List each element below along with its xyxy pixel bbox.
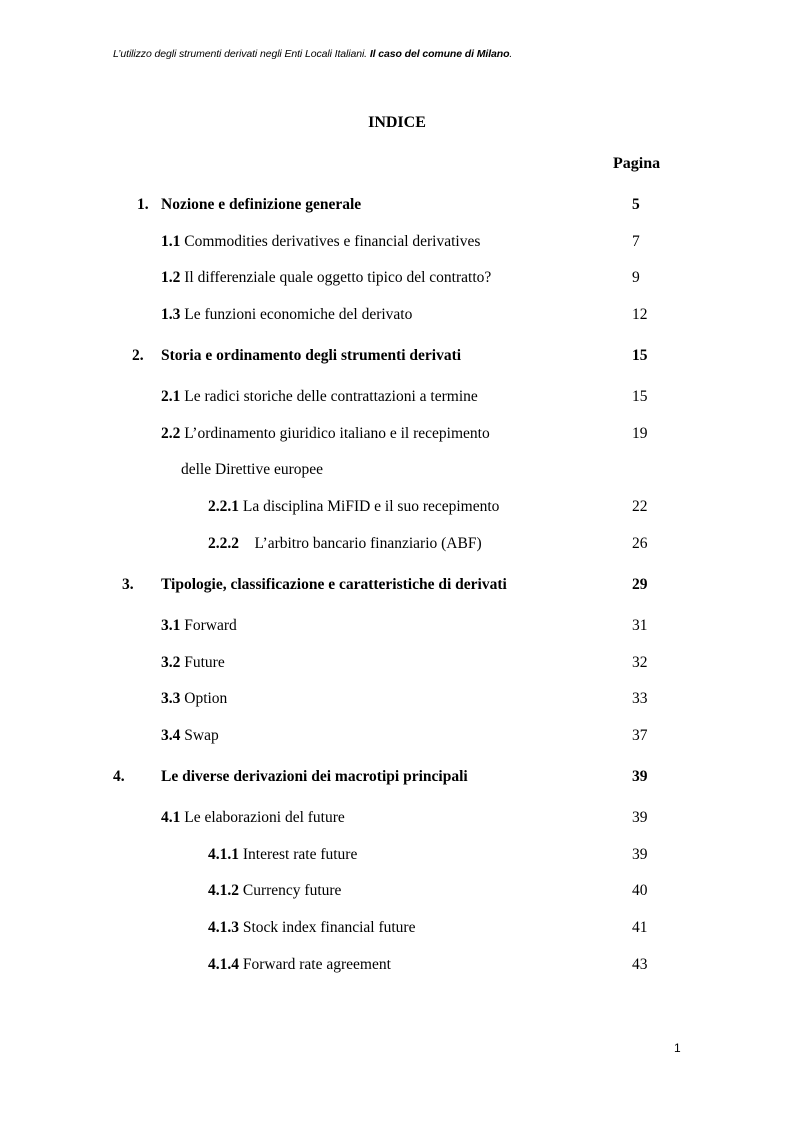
toc-label: Le funzioni economiche del derivato (184, 306, 413, 323)
toc-chapter-2-prefix[interactable]: 2. (132, 347, 144, 364)
toc-section-3-1[interactable] (161, 617, 237, 635)
toc-chapter-3-prefix[interactable]: 3. (122, 576, 134, 593)
toc-page: 43 (632, 956, 648, 973)
toc-page: 7 (632, 233, 640, 250)
toc-page: 41 (632, 919, 648, 936)
toc-prefix: 2.2.1 (208, 498, 239, 515)
toc-label: Forward rate agreement (242, 956, 391, 973)
toc-prefix: 3.3 (161, 690, 181, 707)
toc-page: 29 (632, 576, 648, 593)
toc-label: L’ordinamento giuridico italiano e il recepimento (184, 425, 490, 442)
page-column-label: Pagina (613, 155, 661, 172)
toc-prefix: 3.4 (161, 727, 181, 744)
toc-label: La disciplina MiFID e il suo recepimento (242, 498, 500, 515)
toc-label: Currency future (242, 882, 342, 899)
header-end: . (509, 48, 513, 60)
toc-label: Le elaborazioni del future (184, 809, 345, 826)
toc-prefix: 1. (137, 196, 149, 213)
toc-page: 19 (632, 425, 648, 442)
toc-page: 26 (632, 535, 648, 552)
toc-subsection-2-2-2[interactable] (208, 535, 482, 553)
toc-section-1-1[interactable] (161, 233, 480, 251)
running-header (113, 48, 512, 60)
toc-label: Il differenziale quale oggetto tipico del contratto? (184, 269, 492, 286)
toc-label: Forward (184, 617, 237, 634)
toc-subsection-4-1-4[interactable] (208, 956, 391, 974)
toc-prefix: 2.1 (161, 388, 181, 405)
toc-subsection-2-2-1[interactable] (208, 498, 499, 516)
toc-label: Stock index financial future (242, 919, 416, 936)
toc-page: 39 (632, 809, 648, 826)
toc-chapter-4-label[interactable]: Le diverse derivazioni dei macrotipi principali (161, 768, 468, 785)
toc-page: 31 (632, 617, 648, 634)
toc-page: 12 (632, 306, 648, 323)
toc-prefix: 1.3 (161, 306, 181, 323)
toc-prefix: 1.2 (161, 269, 181, 286)
toc-page: 39 (632, 846, 648, 863)
toc-page: 15 (632, 388, 648, 405)
toc-section-2-2[interactable] (161, 425, 490, 443)
toc-prefix: 3.2 (161, 654, 181, 671)
toc-label: Interest rate future (242, 846, 358, 863)
toc-section-3-4[interactable] (161, 727, 219, 745)
toc-subsection-4-1-1[interactable] (208, 846, 357, 864)
toc-prefix: 2.2 (161, 425, 181, 442)
toc-page: 40 (632, 882, 648, 899)
toc-label: Option (184, 690, 228, 707)
toc-section-1-2[interactable] (161, 269, 491, 287)
toc-prefix: 3.1 (161, 617, 181, 634)
toc-page: 5 (632, 196, 640, 213)
page-number: 1 (674, 1041, 681, 1055)
toc-page: 37 (632, 727, 648, 744)
toc-chapter-3-label[interactable]: Tipologie, classificazione e caratteristiche di derivati (161, 576, 507, 593)
toc-page: 15 (632, 347, 648, 364)
toc-prefix: 4.1.1 (208, 846, 239, 863)
toc-page: 32 (632, 654, 648, 671)
toc-label: L’arbitro bancario finanziario (ABF) (254, 535, 482, 552)
toc-chapter-2-label[interactable]: Storia e ordinamento degli strumenti derivati (161, 347, 462, 364)
toc-page: 39 (632, 768, 648, 785)
toc-chapter-1[interactable] (137, 196, 149, 214)
toc-section-3-3[interactable] (161, 690, 227, 708)
toc-page: 33 (632, 690, 648, 707)
toc-prefix: 1.1 (161, 233, 181, 250)
toc-label: Swap (184, 727, 219, 744)
header-bold-text: Il caso del comune di Milano (369, 48, 510, 60)
toc-prefix: 2.2.2 (208, 535, 239, 552)
toc-section-1-3[interactable] (161, 306, 412, 324)
page-title: INDICE (368, 114, 426, 131)
toc-prefix: 4.1.2 (208, 882, 239, 899)
toc-section-4-1[interactable] (161, 809, 345, 827)
toc-chapter-4-prefix[interactable]: 4. (113, 768, 125, 785)
toc-label: Le radici storiche delle contrattazioni a termine (184, 388, 478, 405)
toc-prefix: 4.1.4 (208, 956, 239, 973)
toc-prefix: 4.1 (161, 809, 181, 826)
toc-subsection-4-1-2[interactable] (208, 882, 341, 900)
toc-page: 22 (632, 498, 648, 515)
toc-section-2-1[interactable] (161, 388, 478, 406)
toc-label: Commodities derivatives e financial derivatives (184, 233, 481, 250)
toc-chapter-1-label[interactable]: Nozione e definizione generale (161, 196, 362, 213)
toc-prefix: 4.1.3 (208, 919, 239, 936)
toc-section-2-2-continuation[interactable]: delle Direttive europee (181, 461, 324, 478)
toc-page: 9 (632, 269, 640, 286)
toc-subsection-4-1-3[interactable] (208, 919, 415, 937)
header-italic-text: L’utilizzo degli strumenti derivati negli Enti Locali Italiani. (113, 48, 368, 60)
toc-section-3-2[interactable] (161, 654, 225, 672)
toc-label: Future (184, 654, 225, 671)
